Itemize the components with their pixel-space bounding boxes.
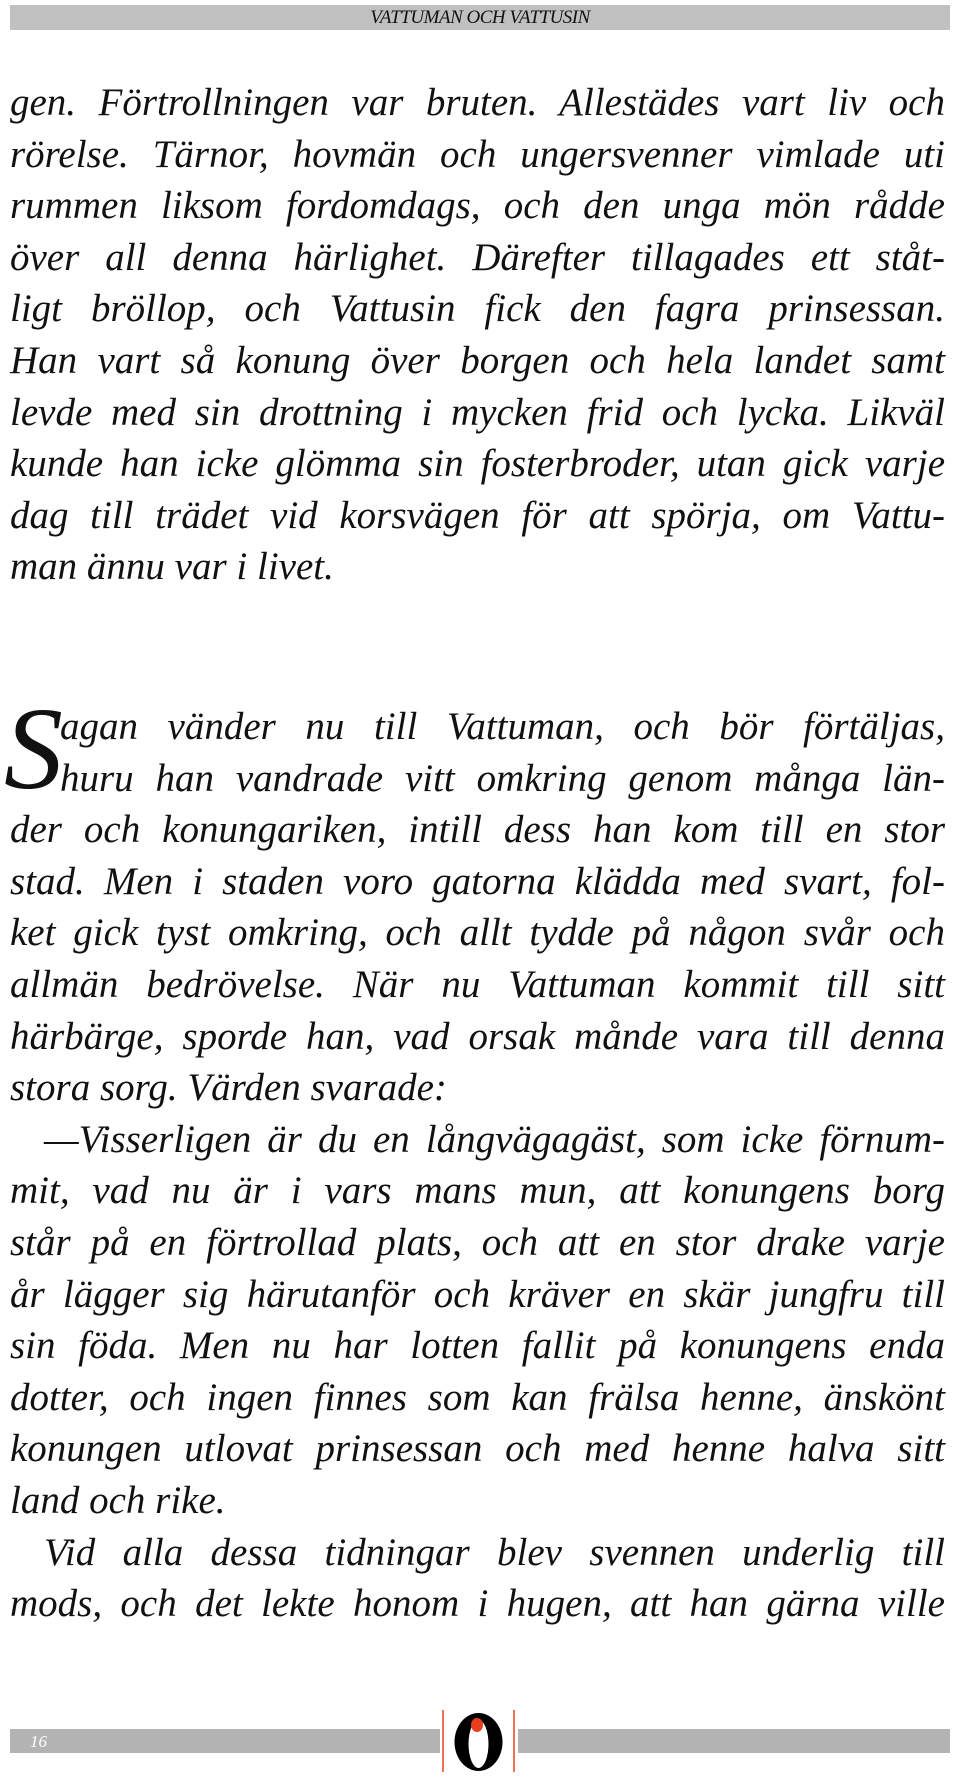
text-line: stad. Men i staden voro gatorna klädda med svart, fol- [10, 859, 945, 903]
text-line: Vid alla dessa tidningar blev svennen underlig till [44, 1530, 945, 1574]
text-line: konungen utlovat prinsessan och med henne halva sitt [10, 1427, 945, 1471]
running-title: VATTUMAN OCH VATTUSIN [370, 7, 590, 28]
paragraph-section-2 [10, 701, 945, 1630]
text-line: ligt bröllop, och Vattusin fick den fagra prinsessan. [10, 287, 945, 331]
text-line: huru han vandrade vitt omkring genom många län- [60, 756, 945, 800]
publisher-logo-icon [440, 1708, 518, 1774]
paragraph-section-1 [10, 77, 945, 593]
text-line: står på en förtrollad plats, och att en stor drake varje [10, 1220, 945, 1264]
drop-cap: S [4, 683, 63, 814]
text-line: —Visserligen är du en långvägagäst, som icke förnum- [44, 1117, 945, 1161]
text-line: kunde han icke glömma sin fosterbroder, utan gick varje [10, 442, 945, 486]
text-line: levde med sin drottning i mycken frid och lycka. Likväl [10, 390, 945, 434]
text-line: stora sorg. Värden svarade: [10, 1066, 447, 1110]
text-line: man ännu var i livet. [10, 545, 334, 589]
text-line: rörelse. Tärnor, hovmän och ungersvenner vimlade uti [10, 132, 945, 176]
text-line: dag till trädet vid korsvägen för att spörja, om Vattu- [10, 493, 945, 537]
text-line: rummen liksom fordomdags, och den unga mön rådde [10, 184, 945, 228]
text-line: härbärge, sporde han, vad orsak månde vara till denna [10, 1014, 945, 1058]
text-line: mit, vad nu är i vars mans mun, att konungens borg [10, 1169, 945, 1213]
text-line: år lägger sig härutanför och kräver en skär jungfru till [10, 1272, 945, 1316]
text-line: land och rike. [10, 1478, 226, 1522]
running-header [10, 5, 950, 30]
text-line: mods, och det lekte honom i hugen, att han gärna ville [10, 1582, 945, 1626]
text-line: ket gick tyst omkring, och allt tydde på någon svår och [10, 911, 945, 955]
text-line: agan vänder nu till Vattuman, och bör förtäljas, [60, 705, 945, 748]
text-line: dotter, och ingen finnes som kan frälsa henne, änskönt [10, 1375, 945, 1419]
text-line: allmän bedrövelse. När nu Vattuman kommit till sitt [10, 962, 945, 1006]
page-number: 16 [30, 1732, 47, 1751]
text-line: gen. Förtrollningen var bruten. Allestädes vart liv och [10, 81, 945, 124]
text-line: sin föda. Men nu har lotten fallit på konungens enda [10, 1324, 945, 1368]
text-line: der och konungariken, intill dess han kom till en stor [10, 808, 945, 852]
text-line: Han vart så konung över borgen och hela landet samt [10, 338, 945, 382]
text-line: över all denna härlighet. Därefter tillagades ett ståt- [10, 235, 945, 279]
